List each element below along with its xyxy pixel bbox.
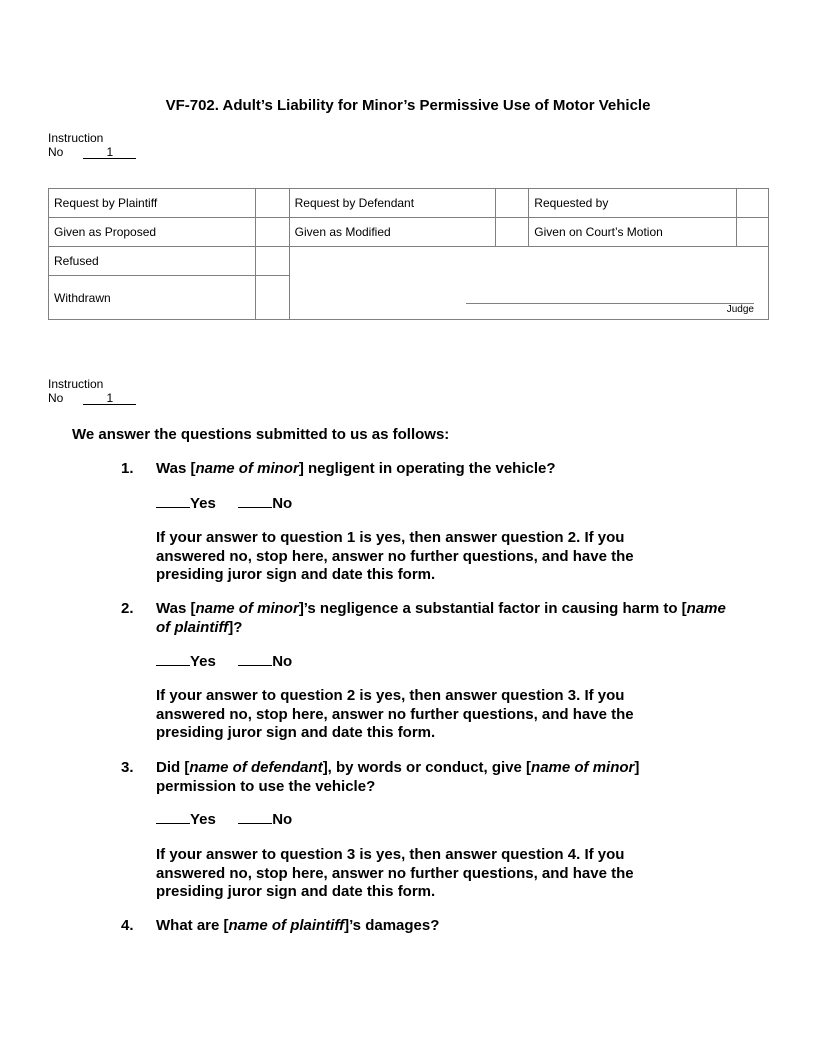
yes-label: Yes (190, 811, 216, 828)
requested-by-checkbox[interactable] (737, 189, 769, 218)
request-by-defendant-checkbox[interactable] (496, 189, 529, 218)
no-blank[interactable] (238, 495, 272, 508)
no-label: No (272, 653, 293, 670)
no-blank[interactable] (238, 653, 272, 666)
question-1-text: Was [name of minor] negligent in operating the vehicle? (156, 460, 556, 477)
request-by-plaintiff-label: Request by Plaintiff (49, 189, 256, 218)
question-number: 3. (121, 759, 134, 776)
instruction-label: Instruction (48, 377, 104, 391)
yes-label: Yes (190, 495, 216, 512)
yes-label: Yes (190, 653, 216, 670)
question-2-followup: If your answer to question 2 is yes, then answer question 3. If you answered no, stop here, answer no further questions, and have the presiding juror sign and date this form. (156, 687, 634, 741)
table-row (49, 189, 769, 218)
yes-blank[interactable] (156, 495, 190, 508)
question-number: 4. (121, 917, 134, 934)
refused-label: Refused (49, 247, 256, 276)
table-row (49, 247, 769, 276)
page-title: VF-702. Adult’s Liability for Minor’s Permissive Use of Motor Vehicle (165, 97, 651, 114)
intro-statement: We answer the questions submitted to us as follows: (72, 426, 450, 443)
question-4-text: What are [name of plaintiff]’s damages? (156, 917, 440, 934)
question-3-answer (156, 811, 292, 830)
instruction-number-field[interactable]: 1 (83, 392, 136, 405)
instruction-label: Instruction (48, 131, 104, 145)
question-1-answer (156, 495, 292, 514)
withdrawn-checkbox[interactable] (255, 276, 289, 320)
judge-label: Judge (726, 304, 754, 315)
question-2-text: Was [name of minor]’s negligence a substantial factor in causing harm to [name of plaintiff]? (156, 600, 726, 636)
no-label: No (272, 495, 293, 512)
yes-blank[interactable] (156, 653, 190, 666)
table-row (49, 218, 769, 247)
no-blank[interactable] (238, 811, 272, 824)
instruction-number-block-2 (48, 377, 136, 405)
yes-blank[interactable] (156, 811, 190, 824)
requested-by-label: Requested by (529, 189, 737, 218)
refused-checkbox[interactable] (255, 247, 289, 276)
given-as-proposed-label: Given as Proposed (49, 218, 256, 247)
question-3-text: Did [name of defendant], by words or conduct, give [name of minor] permission to use the vehicle? (156, 759, 640, 795)
question-number: 2. (121, 600, 134, 617)
instruction-number-field[interactable]: 1 (83, 146, 136, 159)
request-by-defendant-label: Request by Defendant (289, 189, 496, 218)
given-on-courts-motion-checkbox[interactable] (737, 218, 769, 247)
given-as-modified-checkbox[interactable] (496, 218, 529, 247)
given-as-modified-label: Given as Modified (289, 218, 496, 247)
request-by-plaintiff-checkbox[interactable] (255, 189, 289, 218)
request-status-table (48, 188, 769, 320)
question-3-followup: If your answer to question 3 is yes, then answer question 4. If you answered no, stop here, answer no further questions, and have the presiding juror sign and date this form. (156, 846, 634, 900)
given-as-proposed-checkbox[interactable] (255, 218, 289, 247)
question-number: 1. (121, 460, 134, 477)
question-1-followup: If your answer to question 1 is yes, then answer question 2. If you answered no, stop here, answer no further questions, and have the presiding juror sign and date this form. (156, 529, 634, 583)
question-2-answer (156, 653, 292, 672)
given-on-courts-motion-label: Given on Court’s Motion (529, 218, 737, 247)
instruction-number-block (48, 131, 136, 159)
no-label: No (48, 391, 64, 405)
no-label: No (272, 811, 293, 828)
no-label: No (48, 145, 64, 159)
withdrawn-label: Withdrawn (49, 276, 256, 320)
